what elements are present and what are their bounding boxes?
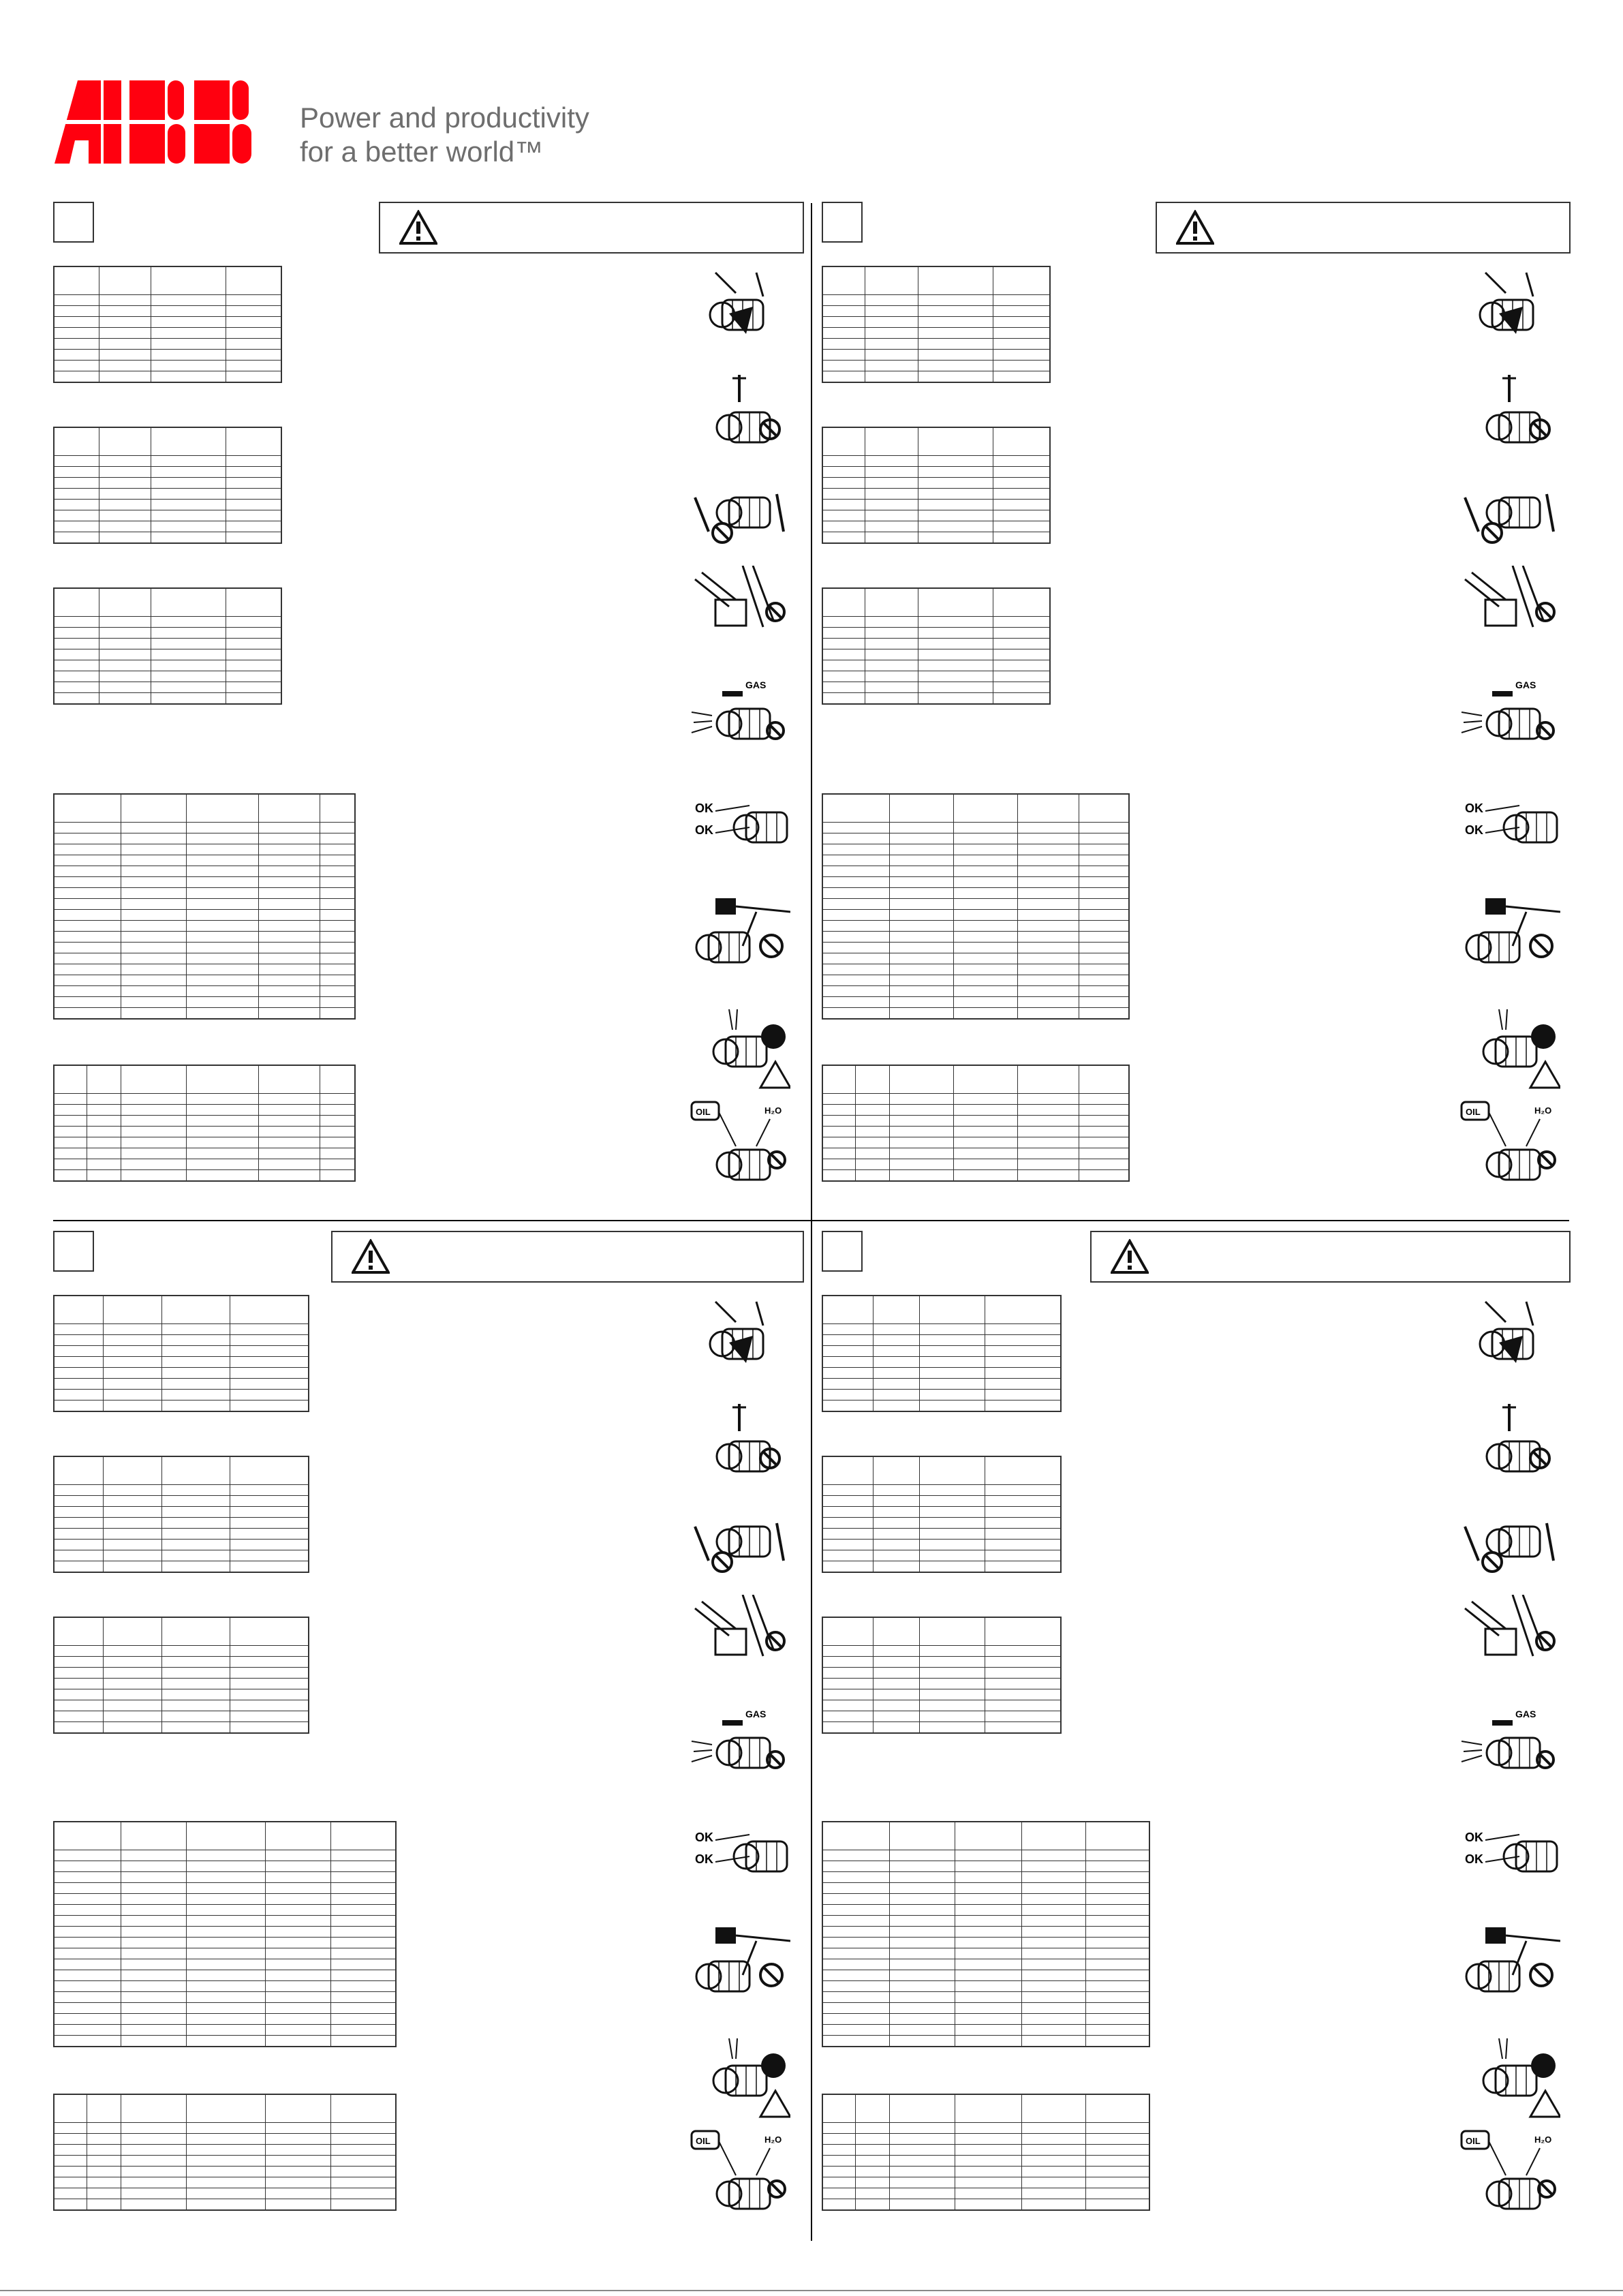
warning-box-q3 <box>331 1231 804 1283</box>
no-lift-by-shaft-icon <box>688 375 790 463</box>
no-spark-icon <box>688 1006 790 1095</box>
table-q4-3 <box>822 1617 1062 1734</box>
lifting-motor-icon <box>1458 1295 1560 1383</box>
table-q1-2 <box>53 427 282 544</box>
table-q1-1 <box>53 266 282 383</box>
table-q4-1 <box>822 1295 1062 1412</box>
lifting-motor-icon <box>688 266 790 354</box>
warning-triangle-icon <box>399 210 437 245</box>
ok-label-1: OK <box>1465 801 1483 815</box>
no-cable-bend-icon <box>688 891 790 980</box>
warning-box-q4 <box>1090 1231 1571 1283</box>
no-hammer-icon <box>688 470 790 559</box>
table-q1-4 <box>53 793 356 1020</box>
oil-label: OIL <box>696 1107 711 1117</box>
oil-label: OIL <box>696 2136 711 2146</box>
no-oil-water-icon <box>688 2128 790 2216</box>
tagline-line-1: Power and productivity <box>300 102 589 134</box>
no-hammer-icon <box>688 1499 790 1588</box>
no-oil-water-icon <box>1458 2128 1560 2216</box>
ok-label-2: OK <box>1465 823 1483 837</box>
table-q3-2 <box>53 1456 309 1573</box>
no-spark-icon <box>1458 1006 1560 1095</box>
tagline-line-2: for a better world™ <box>300 136 544 168</box>
no-pressure-on-box-icon <box>688 566 790 654</box>
no-hammer-icon <box>1458 470 1560 559</box>
bottom-rule <box>0 2290 1623 2291</box>
no-cable-bend-icon <box>688 1920 790 2009</box>
table-q2-5 <box>822 1065 1130 1182</box>
tagline <box>300 101 589 169</box>
ok-label-1: OK <box>695 801 713 815</box>
abb-logo <box>55 80 262 164</box>
no-pressure-on-box-icon <box>688 1595 790 1683</box>
ok-label-2: OK <box>1465 1852 1483 1866</box>
water-label: H₂O <box>1534 1105 1552 1116</box>
water-label: H₂O <box>764 1105 782 1116</box>
cable-ok-icon <box>1458 1814 1560 1903</box>
oil-label: OIL <box>1466 1107 1481 1117</box>
water-label: H₂O <box>764 2134 782 2145</box>
ok-label-1: OK <box>1465 1831 1483 1844</box>
table-q1-5 <box>53 1065 356 1182</box>
warning-box-q2 <box>1156 202 1571 254</box>
table-q3-5 <box>53 2094 397 2211</box>
language-box-q2 <box>822 202 863 243</box>
ok-label-2: OK <box>695 1852 713 1866</box>
gas-label: GAS <box>745 679 767 690</box>
cable-ok-icon <box>688 1814 790 1903</box>
table-q1-3 <box>53 587 282 705</box>
table-q2-4 <box>822 793 1130 1020</box>
warning-triangle-icon <box>1111 1239 1149 1274</box>
no-gas-welding-icon <box>688 675 790 763</box>
cable-ok-icon <box>1458 785 1560 874</box>
table-q4-4 <box>822 1821 1150 2047</box>
table-q3-1 <box>53 1295 309 1412</box>
no-lift-by-shaft-icon <box>1458 375 1560 463</box>
table-q3-4 <box>53 1821 397 2047</box>
warning-box-q1 <box>379 202 804 254</box>
warning-triangle-icon <box>352 1239 390 1274</box>
no-gas-welding-icon <box>1458 675 1560 763</box>
lifting-motor-icon <box>688 1295 790 1383</box>
table-q3-3 <box>53 1617 309 1734</box>
language-box-q4 <box>822 1231 863 1272</box>
no-lift-by-shaft-icon <box>1458 1404 1560 1493</box>
no-pressure-on-box-icon <box>1458 1595 1560 1683</box>
table-q2-2 <box>822 427 1051 544</box>
cable-ok-icon <box>688 785 790 874</box>
no-cable-bend-icon <box>1458 891 1560 980</box>
ok-label-2: OK <box>695 823 713 837</box>
no-oil-water-icon <box>1458 1099 1560 1187</box>
no-oil-water-icon <box>688 1099 790 1187</box>
table-q4-5 <box>822 2094 1150 2211</box>
gas-label: GAS <box>1515 679 1536 690</box>
no-pressure-on-box-icon <box>1458 566 1560 654</box>
table-q2-1 <box>822 266 1051 383</box>
no-gas-welding-icon <box>1458 1704 1560 1792</box>
no-gas-welding-icon <box>688 1704 790 1792</box>
no-cable-bend-icon <box>1458 1920 1560 2009</box>
language-box-q3 <box>53 1231 94 1272</box>
ok-label-1: OK <box>695 1831 713 1844</box>
no-spark-icon <box>1458 2035 1560 2124</box>
warning-triangle-icon <box>1176 210 1214 245</box>
no-lift-by-shaft-icon <box>688 1404 790 1493</box>
table-q2-3 <box>822 587 1051 705</box>
water-label: H₂O <box>1534 2134 1552 2145</box>
gas-label: GAS <box>1515 1709 1536 1719</box>
table-q4-2 <box>822 1456 1062 1573</box>
language-box-q1 <box>53 202 94 243</box>
gas-label: GAS <box>745 1709 767 1719</box>
lifting-motor-icon <box>1458 266 1560 354</box>
horizontal-divider <box>53 1220 1569 1221</box>
vertical-divider <box>811 203 812 2241</box>
no-spark-icon <box>688 2035 790 2124</box>
no-hammer-icon <box>1458 1499 1560 1588</box>
oil-label: OIL <box>1466 2136 1481 2146</box>
